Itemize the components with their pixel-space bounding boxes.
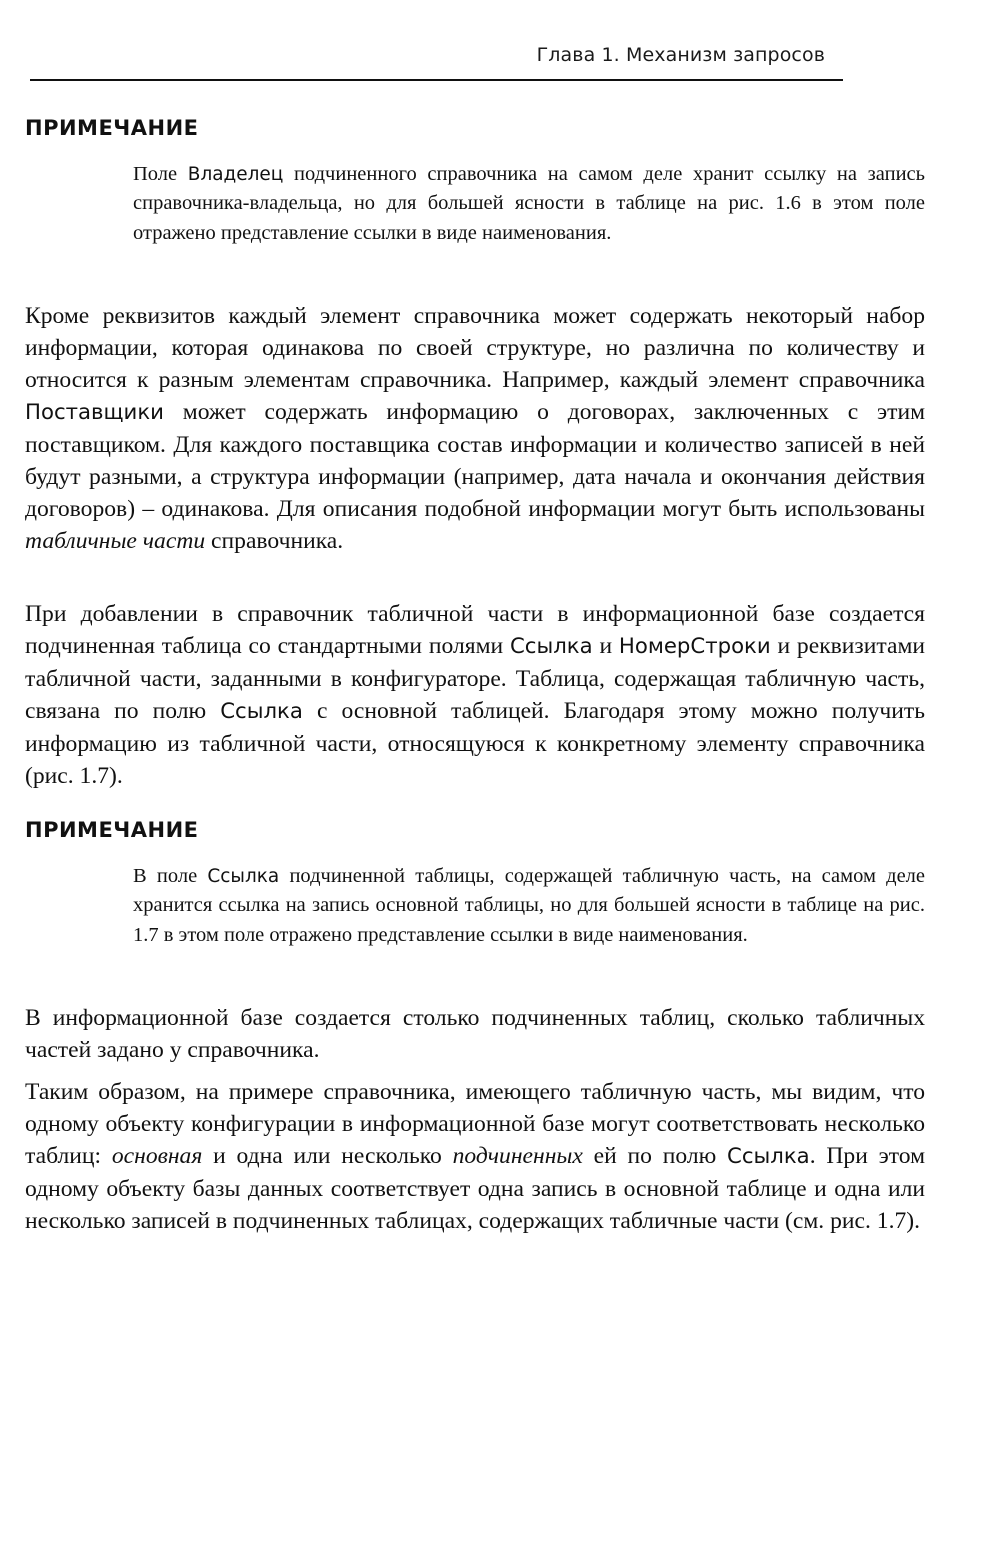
field-name: Ссылка [509,634,593,659]
term: основная [111,1143,203,1169]
body-paragraph: В информационной базе создается столько подчиненных таблиц, сколько табличных частей задано у справочника. [25,1005,925,1063]
running-head: Глава 1. Механизм запросов [536,44,825,66]
note-text: В поле Ссылка подчиненной таблицы, содержащей табличную часть, на самом деле хранится ссылка на запись основной таблицы, но для большей ясности в таблице на рис. 1.7 в этом поле отражено представление ссылки в виде наименования. [133,865,926,946]
body-paragraph: Таким образом, на примере справочника, имеющего табличную часть, мы видим, что одному объекту конфигурации в информационной базе могут соответствовать несколько таблиц: основная и одна или несколько подчиненных ей по полю Ссылка. При этом одному объекту базы данных соответствует одна запись в основной таблице и одна или несколько записей в подчиненных таблицах, содержащих табличные части (см. рис. 1.7). [25,1079,925,1234]
term: подчиненных [452,1143,583,1169]
field-name: НомерСтроки [618,634,771,659]
note-text: Поле Владелец подчиненного справочника на самом деле хранит ссылку на запись справочника-владельца, но для большей ясности в таблице на рис. 1.6 в этом поле отражено представление ссылки в виде наименования. [133,163,925,244]
catalog-name: Поставщики [25,400,164,425]
field-name: Владелец [187,164,284,185]
note-title: ПРИМЕЧАНИЕ [25,818,199,842]
body-paragraph: При добавлении в справочник табличной части в информационной базе создается подчиненная таблица со стандартными полями Ссылка и НомерСтроки и реквизитами табличной части, заданными в конфигураторе. Таблица, содержащая табличную часть, связана по полю Ссылка с основной таблицей. Благодаря этому можно получить информацию из табличной части, относящуюся к конкретному элементу справочника (рис. 1.7). [25,601,926,789]
field-name: Ссылка [727,1144,810,1169]
term: табличные части [25,528,206,554]
field-name: Ссылка [207,866,280,887]
note-title: ПРИМЕЧАНИЕ [25,116,199,140]
body-paragraph: Кроме реквизитов каждый элемент справочника может содержать некоторый набор информации, которая одинакова по своей структуре, но различна по количеству и относится к разным элементам справочника. Например, каждый элемент справочника Поставщики может содержать информацию о договорах, заключенных с этим поставщиком. Для каждого поставщика состав информации и количество записей в ней будут разными, а структура информации (например, дата начала и окончания действия договоров) – одинакова. Для описания подобной информации могут быть использованы табличные части справочника. [25,303,925,554]
header-rule [30,79,843,81]
field-name: Ссылка [220,699,303,724]
